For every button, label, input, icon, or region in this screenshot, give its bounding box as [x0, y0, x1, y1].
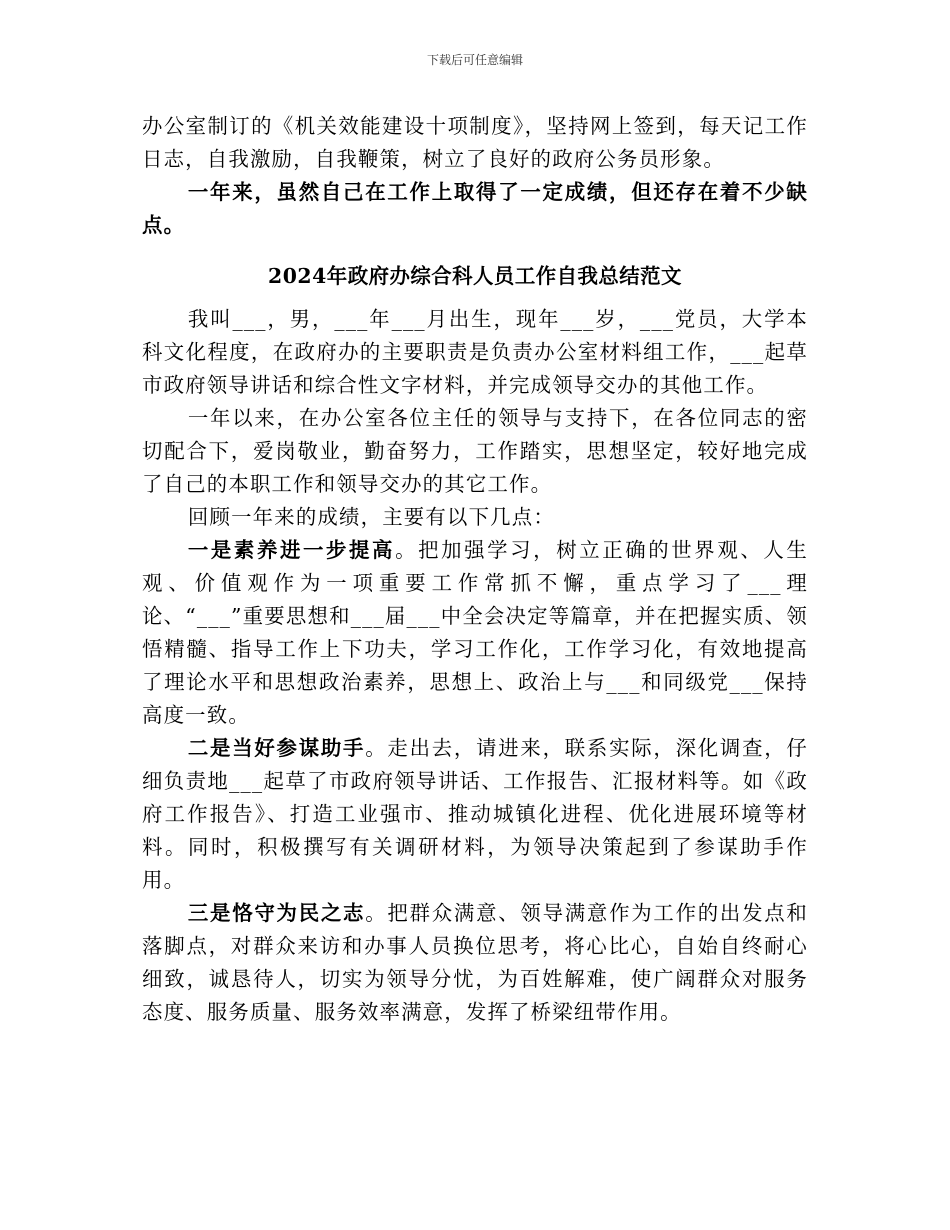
paragraph-continuation: 办公室制订的《机关效能建设十项制度》，坚持网上签到，每天记工作日志，自我激励，自我鞭策，树立了良好的政府公务员形象。 — [142, 114, 808, 171]
paragraph-achievements-intro: 回顾一年来的成绩，主要有以下几点： — [187, 505, 555, 529]
paragraph-point-one — [142, 534, 808, 732]
paragraph-self-intro: 我叫___，男，___年___月出生，现年___岁，___党员，大学本科文化程度，在政府办的主要职责是负责办公室材料组工作，___起草市政府领导讲话和综合性文字材料，并完成领导交办的其他工作。 — [142, 307, 808, 397]
point-one-heading: 一是素养进一步提高 — [187, 538, 396, 562]
point-two-text: 。走出去，请进来，联系实际，深化调查，仔细负责地___起草了市政府领导讲话、工作报告、汇报材料等。如《政府工作报告》、打造工业强市、推动城镇化进程、优化进展环境等材料。同时，积极撰写有关调研材料，为领导决策起到了参谋助手作用。 — [142, 736, 808, 892]
point-two-heading: 二是当好参谋助手 — [187, 736, 366, 760]
paragraph-shortcomings: 一年来，虽然自己在工作上取得了一定成绩，但还存在着不少缺点。 — [142, 180, 808, 237]
point-three-heading: 三是恪守为民之志 — [187, 901, 366, 925]
paragraph-point-two — [142, 732, 808, 897]
page-header-note: 下载后可任意编辑 — [426, 53, 523, 67]
point-three-text: 。把群众满意、领导满意作为工作的出发点和落脚点，对群众来访和办事人员换位思考，将心比心，自始自终耐心细致，诚恳待人，切实为领导分忧，为百姓解难，使广阔群众对服务态度、服务质量、服务效率满意，发挥了桥梁纽带作用。 — [142, 901, 808, 1024]
point-one-text: 。把加强学习，树立正确的世界观、人生观、价值观作为一项重要工作常抓不懈，重点学习了___理论、“___”重要思想和___届___中全会决定等篇章，并在把握实质、领悟精髓、指导工作上下功夫，学习工作化，工作学习化，有效地提高了理论水平和思想政治素养，思想上、政治上与___和同级党___保持高度一致。 — [142, 538, 808, 727]
paragraph-year-overview: 一年以来，在办公室各位主任的领导与支持下，在各位同志的密切配合下，爱岗敬业，勤奋努力，工作踏实，思想坚定，较好地完成了自己的本职工作和领导交办的其它工作。 — [142, 406, 808, 496]
document-body — [142, 110, 808, 1029]
paragraph-point-three — [142, 897, 808, 1029]
document-title: 2024年政府办综合科人员工作自我总结范文 — [268, 264, 682, 288]
